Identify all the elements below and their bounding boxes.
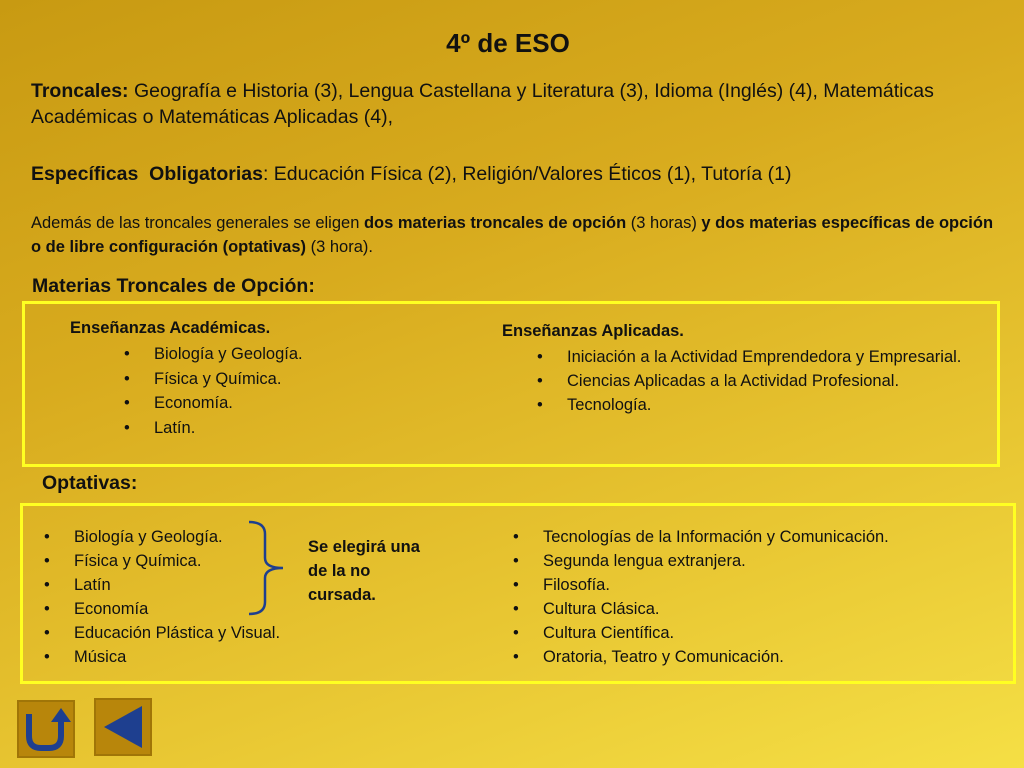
list-item: • Filosofía.	[543, 573, 889, 597]
list-item: • Música	[74, 645, 280, 669]
list-item: • Tecnologías de la Información y Comunicación.	[543, 525, 889, 549]
troncales-text: Geografía e Historia (3), Lengua Castellana y Literatura (3), Idioma (Inglés) (4), Matemáticas Académicas o Matemáticas Aplicadas (4),	[31, 80, 934, 128]
aplicadas-list	[567, 345, 972, 417]
return-arrow-icon	[19, 702, 73, 756]
troncales-paragraph	[31, 78, 991, 130]
list-item: • Tecnología.	[567, 393, 972, 417]
page-title: 4º de ESO	[446, 28, 570, 58]
ademas-bold-2: y dos materias específicas de opción o de libre configuración (optativas)	[31, 214, 994, 256]
materias-troncales-heading: Materias Troncales de Opción:	[32, 275, 315, 297]
list-item: • Economía	[74, 597, 280, 621]
list-item: • Cultura Clásica.	[543, 597, 889, 621]
especificas-label: Específicas Obligatorias	[31, 163, 263, 185]
ademas-text-3: (3 hora).	[306, 238, 373, 256]
optativas-note: Se elegirá una de la no cursada.	[308, 538, 420, 604]
troncales-label: Troncales:	[31, 80, 129, 102]
list-item: • Segunda lengua extranjera.	[543, 549, 889, 573]
especificas-text: : Educación Física (2), Religión/Valores Éticos (1), Tutoría (1)	[262, 163, 792, 185]
list-item: • Cultura Científica.	[543, 621, 889, 645]
brace-icon	[245, 520, 295, 616]
back-button[interactable]	[94, 698, 152, 756]
list-item: • Iniciación a la Actividad Emprendedora y Empresarial.	[567, 345, 972, 369]
academicas-heading: Enseñanzas Académicas.	[70, 319, 271, 337]
list-item: • Latín.	[154, 416, 303, 441]
list-item: • Ciencias Aplicadas a la Actividad Profesional.	[567, 369, 972, 393]
aplicadas-heading: Enseñanzas Aplicadas.	[502, 322, 684, 340]
ademas-bold-1: dos materias troncales de opción	[363, 214, 627, 232]
return-button[interactable]	[17, 700, 75, 758]
list-item: • Biología y Geología.	[74, 525, 280, 549]
list-item: • Física y Química.	[74, 549, 280, 573]
optativas-heading: Optativas:	[42, 472, 138, 494]
list-item: • Economía.	[154, 391, 303, 416]
list-item: • Biología y Geología.	[154, 342, 303, 367]
ademas-text-1: Además de las troncales generales se eligen	[31, 214, 364, 232]
list-item: • Educación Plástica y Visual.	[74, 621, 280, 645]
especificas-paragraph	[31, 161, 991, 187]
academicas-list	[154, 342, 303, 440]
list-item: • Latín	[74, 573, 280, 597]
list-item: • Oratoria, Teatro y Comunicación.	[543, 645, 889, 669]
list-item: • Física y Química.	[154, 367, 303, 392]
ademas-paragraph	[31, 211, 1001, 259]
ademas-text-2: (3 horas)	[626, 214, 702, 232]
optativas-right-list	[543, 525, 889, 669]
back-triangle-icon	[96, 700, 150, 754]
